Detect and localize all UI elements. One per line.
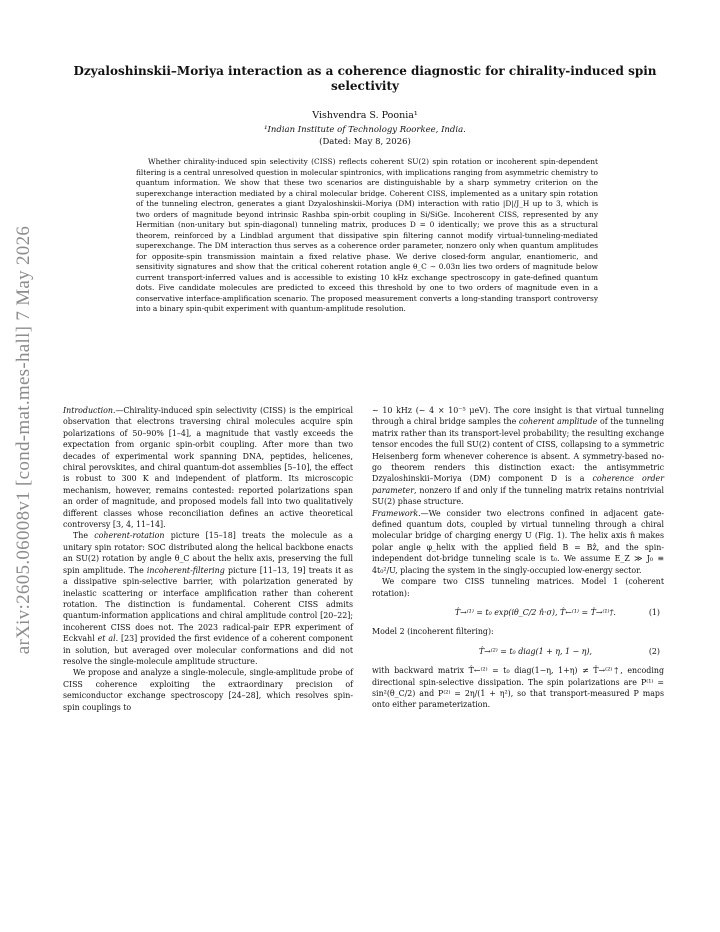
- emphasis-incoherent-filtering: incoherent-filtering: [146, 565, 225, 575]
- text-run: of the tunneling matrix rather than its transport-level probability; the resulting exchange tensor encodes the full SU(2) content of CISS, collapsing to a symmetric Heisenberg form whenever coherence is absent. A symmetry-based no-go theorem renders this distinction exact: the antisymmetric Dzyaloshinskii–Moriya (DM) component D is a: [372, 417, 665, 484]
- equation-1: [372, 607, 664, 618]
- paper-affiliation: ¹Indian Institute of Technology Roorkee, India.: [264, 125, 466, 135]
- equation-1-body: T̂→⁽¹⁾ = t₀ exp(iθ_C/2 n̂·σ), T̂←⁽¹⁾ = T̂→⁽¹⁾†.: [454, 607, 616, 617]
- emphasis-coherence-order-parameter: coherence order parameter: [372, 474, 664, 495]
- framework-paragraph: [372, 508, 664, 576]
- emphasis-coherent-amplitude: coherent amplitude: [518, 417, 598, 427]
- framework-text: —We consider two electrons confined in adjacent gate-defined quantum dots, coupled by virtual tunneling through a chiral molecular bridge of charging energy U (Fig. 1). The helix axis n̂ makes polar angle φ_helix with the applied field B = Bẑ, and the spin-independent dot-bridge tunneling scale is t₀. We assume E_Z ≫ J₀ ≡ 4t₀²/U, placing the system in the singly-occupied low-energy sector.: [372, 508, 664, 575]
- framework-heading: Framework.: [372, 508, 421, 518]
- equation-1-number: (1): [648, 607, 660, 617]
- introduction-paragraph: [63, 405, 353, 530]
- introduction-text: —Chirality-induced spin selectivity (CISS) is the empirical observation that electrons traversing chiral molecules acquire spin polarizations of 50–90% [1–4], a magnitude that vastly exceeds the expectation from organic spin-orbit coupling. After more than two decades of experimental work spanning DNA, peptides, helicenes, chiral perovskites, and chiral quantum-dot assemblies [5–10], the effect is robust to 300 K and independent of platform. Its microscopic mechanism, however, remains contested: reported polarizations span an order of magnitude, and proposed models fall into two qualitatively different classes whose reconciliation defines an active theoretical controversy [3, 4, 11–14].: [63, 406, 353, 530]
- equation-2-body: T̂→⁽²⁾ = t₀ diag(1 + η, 1 − η),: [478, 646, 592, 656]
- text-run: picture [11–13, 19] treats it as a dissipative spin-selective barrier, with polarization generated by inelastic scattering or interface amplification rather than coherent rotation. The distinction is fundamental. Coherent CISS admits quantum-information applications and chiral amplitude control [20–22]; incoherent CISS does not. The 2023 radical-pair EPR experiment of Eckvahl: [63, 565, 353, 644]
- paper-title: Dzyaloshinskii–Moriya interaction as a coherence diagnostic for chirality-induced spin selectivity: [73, 64, 657, 93]
- arxiv-stamp: arXiv:2605.06008v1 [cond-mat.mes-hall] 7 May 2026: [13, 225, 34, 655]
- equation-2-number: (2): [648, 646, 660, 656]
- paper-date: (Dated: May 8, 2026): [319, 137, 411, 147]
- text-run: ∼ 10 kHz (∼ 4 × 10⁻⁵ μeV). The core insight is that virtual tunneling through a chiral bridge samples the: [372, 406, 664, 427]
- right-column: [372, 405, 664, 711]
- introduction-heading: Introduction.: [63, 406, 116, 415]
- text-run: [23] provided the first evidence of a coherent component in solution, but averaged over molecular conformations and did not resolve the single-molecule amplitude structure.: [63, 634, 353, 666]
- pictures-paragraph: [63, 530, 353, 667]
- core-insight-paragraph: [372, 405, 664, 508]
- text-run: , nonzero if and only if the tunneling matrix retains nontrivial SU(2) phase structure.: [372, 485, 664, 507]
- left-column: [63, 405, 353, 713]
- text-run: picture [15–18] treats the molecule as a unitary spin rotator: SOC distributed along the helical backbone enacts an SU(2) rotation by angle θ_C about the helix axis, preserving the full spin amplitude. The: [63, 531, 353, 575]
- text-run: The: [73, 531, 95, 541]
- abstract: Whether chirality-induced spin selectivity (CISS) reflects coherent SU(2) spin rotation or incoherent spin-dependent filtering is a central unresolved question in molecular spintronics, with implications ranging from asymmetric chemistry to quantum information. We show that these two scenarios are distinguishable by a sharp symmetry criterion on the superexchange interaction mediated by a chiral molecular bridge. Coherent CISS, implemented as a unitary spin rotation of the tunneling electron, generates a giant Dzyaloshinskii–Moriya (DM) interaction with ratio |D|/J_H up to 3, which is two orders of magnitude beyond intrinsic Rashba spin-orbit coupling in Si/SiGe. Incoherent CISS, represented by any Hermitian (non-unitary but spin-diagonal) tunneling matrix, produces D = 0 identically; we prove this as a structural theorem, reinforced by a Lindblad argument that dissipative spin filtering cannot modify virtual-tunneling-mediated superexchange. The DM interaction thus serves as a coherence order parameter, nonzero only when quantum amplitudes for opposite-spin transmission maintain a fixed relative phase. We derive closed-form angular, enantiomeric, and sensitivity signatures and show that the critical coherent rotation angle θ_C ∼ 0.03π lies two orders of magnitude below current transport-inferred values and is accessible to existing 10 kHz exchange spectroscopy in gate-defined quantum dots. Five candidate molecules are predicted to exceed this threshold by one to two orders of magnitude even in a conservative interface-amplification scenario. The proposed measurement converts a long-standing transport controversy into a binary spin-qubit experiment with quantum-amplitude resolution.: [136, 157, 598, 313]
- paper-author: Vishvendra S. Poonia¹: [312, 110, 418, 121]
- proposal-paragraph: We propose and analyze a single-molecule, single-amplitude probe of CISS coherence exploiting the extraordinary precision of semiconductor exchange spectroscopy [24–28], which resolves spin-spin couplings to: [63, 668, 353, 712]
- polarization-paragraph: with backward matrix T̂←⁽²⁾ = t₀ diag(1−η, 1+η) ≠ T̂→⁽²⁾†, encoding directional spin-selective dissipation. The spin polarizations are P⁽¹⁾ = sin²(θ_C/2) and P⁽²⁾ = 2η/(1 + η²), so that transport-measured P maps onto either parameterization.: [372, 666, 664, 710]
- arxiv-stamp-container: [4, 200, 44, 680]
- model-2-intro: Model 2 (incoherent filtering):: [372, 627, 494, 637]
- equation-2: [372, 646, 664, 657]
- models-intro-paragraph: We compare two CISS tunneling matrices. Model 1 (coherent rotation):: [372, 577, 664, 598]
- emphasis-coherent-rotation: coherent-rotation: [94, 531, 165, 541]
- emphasis-et-al: et al.: [97, 634, 119, 644]
